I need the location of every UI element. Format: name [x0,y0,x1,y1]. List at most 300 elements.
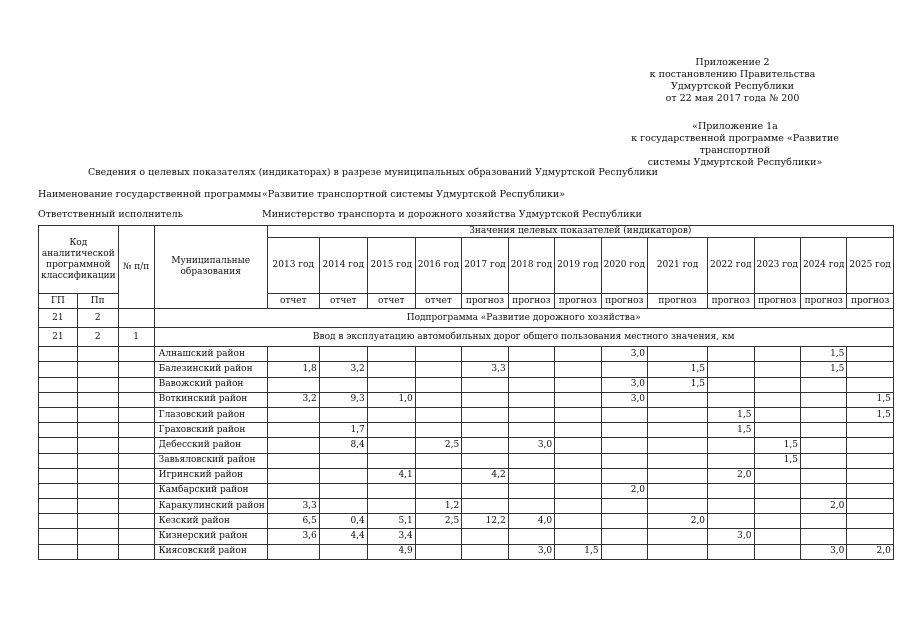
value-cell [555,423,601,438]
year-header: 2018 год [508,238,554,294]
year-header: 2013 год [267,238,319,294]
value-cell [367,499,415,514]
value-cell [415,423,461,438]
year-header: 2016 год [415,238,461,294]
value-cell [754,483,800,498]
empty-cell [39,499,78,514]
value-cell: 4,2 [462,468,508,483]
district-name: Алнашский район [154,347,267,362]
value-cell [462,544,508,559]
table-row [39,499,894,514]
value-cell [648,347,708,362]
value-cell: 4,9 [367,544,415,559]
value-cell [754,544,800,559]
value-cell [508,483,554,498]
table-row [39,392,894,407]
district-name: Камбарский район [154,483,267,498]
value-cell [319,468,367,483]
year-header: 2024 год [800,238,846,294]
value-cell: 4,0 [508,514,554,529]
value-cell: 2,0 [800,499,846,514]
status-cell: прогноз [601,294,647,309]
empty-cell [39,483,78,498]
value-cell [555,347,601,362]
table-row [39,544,894,559]
value-cell: 1,7 [319,423,367,438]
table-row [39,483,894,498]
value-cell [708,499,754,514]
empty-cell [118,309,154,328]
district-name: Граховский район [154,423,267,438]
status-cell: прогноз [462,294,508,309]
decree-line-2: Удмуртской Республики [671,81,794,92]
value-cell [462,483,508,498]
value-cell [601,544,647,559]
table-row [39,438,894,453]
value-cell [555,362,601,377]
value-cell [555,529,601,544]
district-name: Балезинский район [154,362,267,377]
empty-cell [77,347,118,362]
value-cell: 3,0 [800,544,846,559]
year-header: 2025 год [847,238,893,294]
program-name-label: Наименование государственной программы [38,189,262,200]
empty-cell [77,468,118,483]
number-header: № п/п [118,226,154,309]
status-cell: отчет [415,294,461,309]
value-cell [648,453,708,468]
value-cell [601,453,647,468]
value-cell [267,377,319,392]
empty-cell [77,453,118,468]
value-cell: 1,5 [800,347,846,362]
table-row [39,423,894,438]
value-cell: 3,0 [508,438,554,453]
value-cell [367,407,415,422]
empty-cell [118,377,154,392]
appendix-1a-title: «Приложение 1а [692,121,778,132]
empty-cell [77,483,118,498]
value-cell [847,499,893,514]
value-cell: 3,0 [508,544,554,559]
empty-cell [77,544,118,559]
value-cell [462,347,508,362]
value-cell [415,453,461,468]
value-cell: 1,5 [800,362,846,377]
table-row [39,453,894,468]
value-cell [847,347,893,362]
value-cell [508,377,554,392]
value-cell [754,423,800,438]
empty-cell [39,529,78,544]
value-cell: 2,5 [415,514,461,529]
indicator-pp: 2 [77,328,118,347]
district-name: Вавожский район [154,377,267,392]
empty-cell [77,438,118,453]
empty-cell [39,407,78,422]
empty-cell [77,362,118,377]
value-cell [601,514,647,529]
value-cell: 1,5 [555,544,601,559]
empty-cell [77,392,118,407]
value-cell [800,392,846,407]
value-cell [319,483,367,498]
value-cell: 1,8 [267,362,319,377]
value-cell [708,483,754,498]
value-cell [508,529,554,544]
value-cell [648,544,708,559]
year-header: 2014 год [319,238,367,294]
subprogram-row [39,309,894,328]
value-cell [415,377,461,392]
value-cell [367,377,415,392]
value-cell [267,407,319,422]
empty-cell [118,499,154,514]
value-cell: 3,2 [267,392,319,407]
value-cell [555,468,601,483]
value-cell [648,499,708,514]
value-cell: 8,4 [319,438,367,453]
empty-cell [118,407,154,422]
value-cell: 3,4 [367,529,415,544]
value-cell: 1,5 [847,407,893,422]
empty-cell [77,377,118,392]
value-cell [555,453,601,468]
indicator-num: 1 [118,328,154,347]
value-cell [367,423,415,438]
empty-cell [118,483,154,498]
empty-cell [77,529,118,544]
empty-cell [77,423,118,438]
executor-label: Ответственный исполнитель [38,209,183,220]
value-cell [800,483,846,498]
value-cell [847,483,893,498]
district-name: Кезский район [154,514,267,529]
value-cell [847,453,893,468]
value-cell [319,453,367,468]
value-cell [800,423,846,438]
value-cell [754,347,800,362]
district-name: Воткинский район [154,392,267,407]
value-cell: 1,5 [708,407,754,422]
value-cell: 1,5 [847,392,893,407]
value-cell [847,362,893,377]
value-cell [508,499,554,514]
value-cell [508,468,554,483]
value-cell: 1,0 [367,392,415,407]
empty-cell [77,407,118,422]
value-cell [648,468,708,483]
indicator-gp: 21 [39,328,78,347]
empty-cell [39,347,78,362]
table-row [39,468,894,483]
value-cell: 2,0 [648,514,708,529]
empty-cell [118,529,154,544]
value-cell: 3,0 [708,529,754,544]
value-cell [415,407,461,422]
value-cell [601,438,647,453]
value-cell [601,529,647,544]
value-cell: 4,1 [367,468,415,483]
table-row [39,407,894,422]
value-cell [415,362,461,377]
empty-cell [39,392,78,407]
value-cell [708,453,754,468]
empty-cell [39,453,78,468]
value-cell: 4,4 [319,529,367,544]
value-cell [367,483,415,498]
value-cell [462,377,508,392]
value-cell [555,377,601,392]
table-row [39,514,894,529]
table-row [39,362,894,377]
value-cell [847,438,893,453]
empty-cell [39,438,78,453]
value-cell [754,468,800,483]
value-cell [754,514,800,529]
value-cell [462,438,508,453]
value-cell [800,529,846,544]
value-cell: 3,0 [601,392,647,407]
value-cell [319,347,367,362]
value-cell [462,453,508,468]
year-header: 2022 год [708,238,754,294]
value-cell [648,529,708,544]
value-cell [754,529,800,544]
value-cell [267,423,319,438]
value-cell [800,438,846,453]
value-cell [754,362,800,377]
district-name: Киясовский район [154,544,267,559]
appendix-1a-header [600,121,870,169]
value-cell [267,483,319,498]
empty-cell [118,514,154,529]
value-cell [319,377,367,392]
year-header: 2019 год [555,238,601,294]
empty-cell [39,377,78,392]
pp-header: Пп [77,294,118,309]
status-cell: прогноз [847,294,893,309]
empty-cell [118,347,154,362]
empty-cell [118,423,154,438]
program-line-1: к государственной программе «Развитие транспортной [631,133,839,156]
decree-date: от 22 мая 2017 года № 200 [665,93,800,104]
value-cell [415,483,461,498]
value-cell: 2,0 [708,468,754,483]
value-cell: 3,3 [462,362,508,377]
value-cell [601,423,647,438]
value-cell [319,544,367,559]
table-row [39,347,894,362]
value-cell [648,438,708,453]
value-cell: 1,2 [415,499,461,514]
empty-cell [118,453,154,468]
district-name: Завьяловский район [154,453,267,468]
value-cell: 9,3 [319,392,367,407]
value-cell [648,392,708,407]
indicator-row [39,328,894,347]
value-cell [508,423,554,438]
code-header: Код аналитической программной классификации [39,226,119,294]
district-name: Глазовский район [154,407,267,422]
district-name: Каракулинский район [154,499,267,514]
value-cell [462,499,508,514]
value-cell: 2,0 [847,544,893,559]
value-cell [367,438,415,453]
indicator-title: Ввод в эксплуатацию автомобильных дорог общего пользования местного значения, км [154,328,893,347]
values-header: Значения целевых показателей (индикаторов) [267,226,893,238]
value-cell [847,423,893,438]
empty-cell [39,362,78,377]
value-cell [754,392,800,407]
value-cell [267,347,319,362]
value-cell [648,483,708,498]
value-cell [508,407,554,422]
value-cell [555,392,601,407]
district-name: Кизнерский район [154,529,267,544]
subprogram-gp: 21 [39,309,78,328]
value-cell [847,468,893,483]
status-cell: отчет [267,294,319,309]
value-cell: 2,0 [601,483,647,498]
municipal-header: Муниципальные образования [154,226,267,309]
value-cell: 3,0 [601,347,647,362]
value-cell [708,347,754,362]
value-cell [708,514,754,529]
value-cell [800,407,846,422]
value-cell: 5,1 [367,514,415,529]
value-cell [415,392,461,407]
status-cell: отчет [367,294,415,309]
empty-cell [39,544,78,559]
value-cell [555,499,601,514]
subprogram-pp: 2 [77,309,118,328]
value-cell [267,468,319,483]
value-cell [555,483,601,498]
value-cell: 3,6 [267,529,319,544]
status-cell: прогноз [555,294,601,309]
district-name: Дебесский район [154,438,267,453]
empty-cell [118,544,154,559]
appendix-number: Приложение 2 [695,57,770,68]
value-cell [267,438,319,453]
empty-cell [118,438,154,453]
value-cell: 6,5 [267,514,319,529]
value-cell [601,468,647,483]
value-cell [708,377,754,392]
value-cell [415,529,461,544]
status-cell: прогноз [648,294,708,309]
value-cell [648,407,708,422]
value-cell [754,499,800,514]
value-cell [367,347,415,362]
value-cell [708,438,754,453]
value-cell [754,407,800,422]
value-cell [415,468,461,483]
appendix-header [640,57,825,105]
value-cell: 3,3 [267,499,319,514]
value-cell [648,423,708,438]
value-cell: 1,5 [648,362,708,377]
empty-cell [77,514,118,529]
value-cell: 3,0 [601,377,647,392]
value-cell [462,407,508,422]
empty-cell [39,514,78,529]
value-cell [708,544,754,559]
empty-cell [118,362,154,377]
document-title: Сведения о целевых показателях (индикаторах) в разрезе муниципальных образований Удмуртской Республики [88,167,658,178]
value-cell: 1,5 [708,423,754,438]
status-cell: прогноз [754,294,800,309]
value-cell [415,544,461,559]
value-cell: 0,4 [319,514,367,529]
empty-cell [118,392,154,407]
value-cell [601,499,647,514]
value-cell [367,362,415,377]
status-cell: прогноз [508,294,554,309]
value-cell: 3,2 [319,362,367,377]
value-cell [367,453,415,468]
value-cell [267,453,319,468]
value-cell [462,529,508,544]
empty-cell [39,423,78,438]
value-cell [847,529,893,544]
decree-line-1: к постановлению Правительства [649,69,816,80]
executor-value: Министерство транспорта и дорожного хозяйства Удмуртской Республики [262,209,642,220]
value-cell: 1,5 [648,377,708,392]
table-row [39,377,894,392]
status-cell: прогноз [800,294,846,309]
subprogram-title: Подпрограмма «Развитие дорожного хозяйства» [154,309,893,328]
district-name: Игринский район [154,468,267,483]
value-cell [267,544,319,559]
value-cell: 1,5 [754,438,800,453]
value-cell [800,514,846,529]
status-cell: отчет [319,294,367,309]
indicators-table [38,225,894,560]
value-cell [800,453,846,468]
empty-cell [118,468,154,483]
year-header: 2020 год [601,238,647,294]
value-cell [555,514,601,529]
value-cell [754,377,800,392]
value-cell [462,392,508,407]
value-cell [800,468,846,483]
value-cell: 2,5 [415,438,461,453]
value-cell [319,499,367,514]
year-header: 2023 год [754,238,800,294]
empty-cell [77,499,118,514]
value-cell [508,362,554,377]
value-cell [847,514,893,529]
value-cell [708,362,754,377]
value-cell [555,438,601,453]
value-cell [708,392,754,407]
gp-header: ГП [39,294,78,309]
value-cell [319,407,367,422]
value-cell [415,347,461,362]
table-row [39,529,894,544]
value-cell: 12,2 [462,514,508,529]
empty-cell [39,468,78,483]
year-header: 2017 год [462,238,508,294]
program-name-value: «Развитие транспортной системы Удмуртской Республики» [262,189,566,200]
value-cell [555,407,601,422]
year-header: 2021 год [648,238,708,294]
program-line-2: системы Удмуртской Республики» [647,157,823,168]
value-cell [508,453,554,468]
status-cell: прогноз [708,294,754,309]
